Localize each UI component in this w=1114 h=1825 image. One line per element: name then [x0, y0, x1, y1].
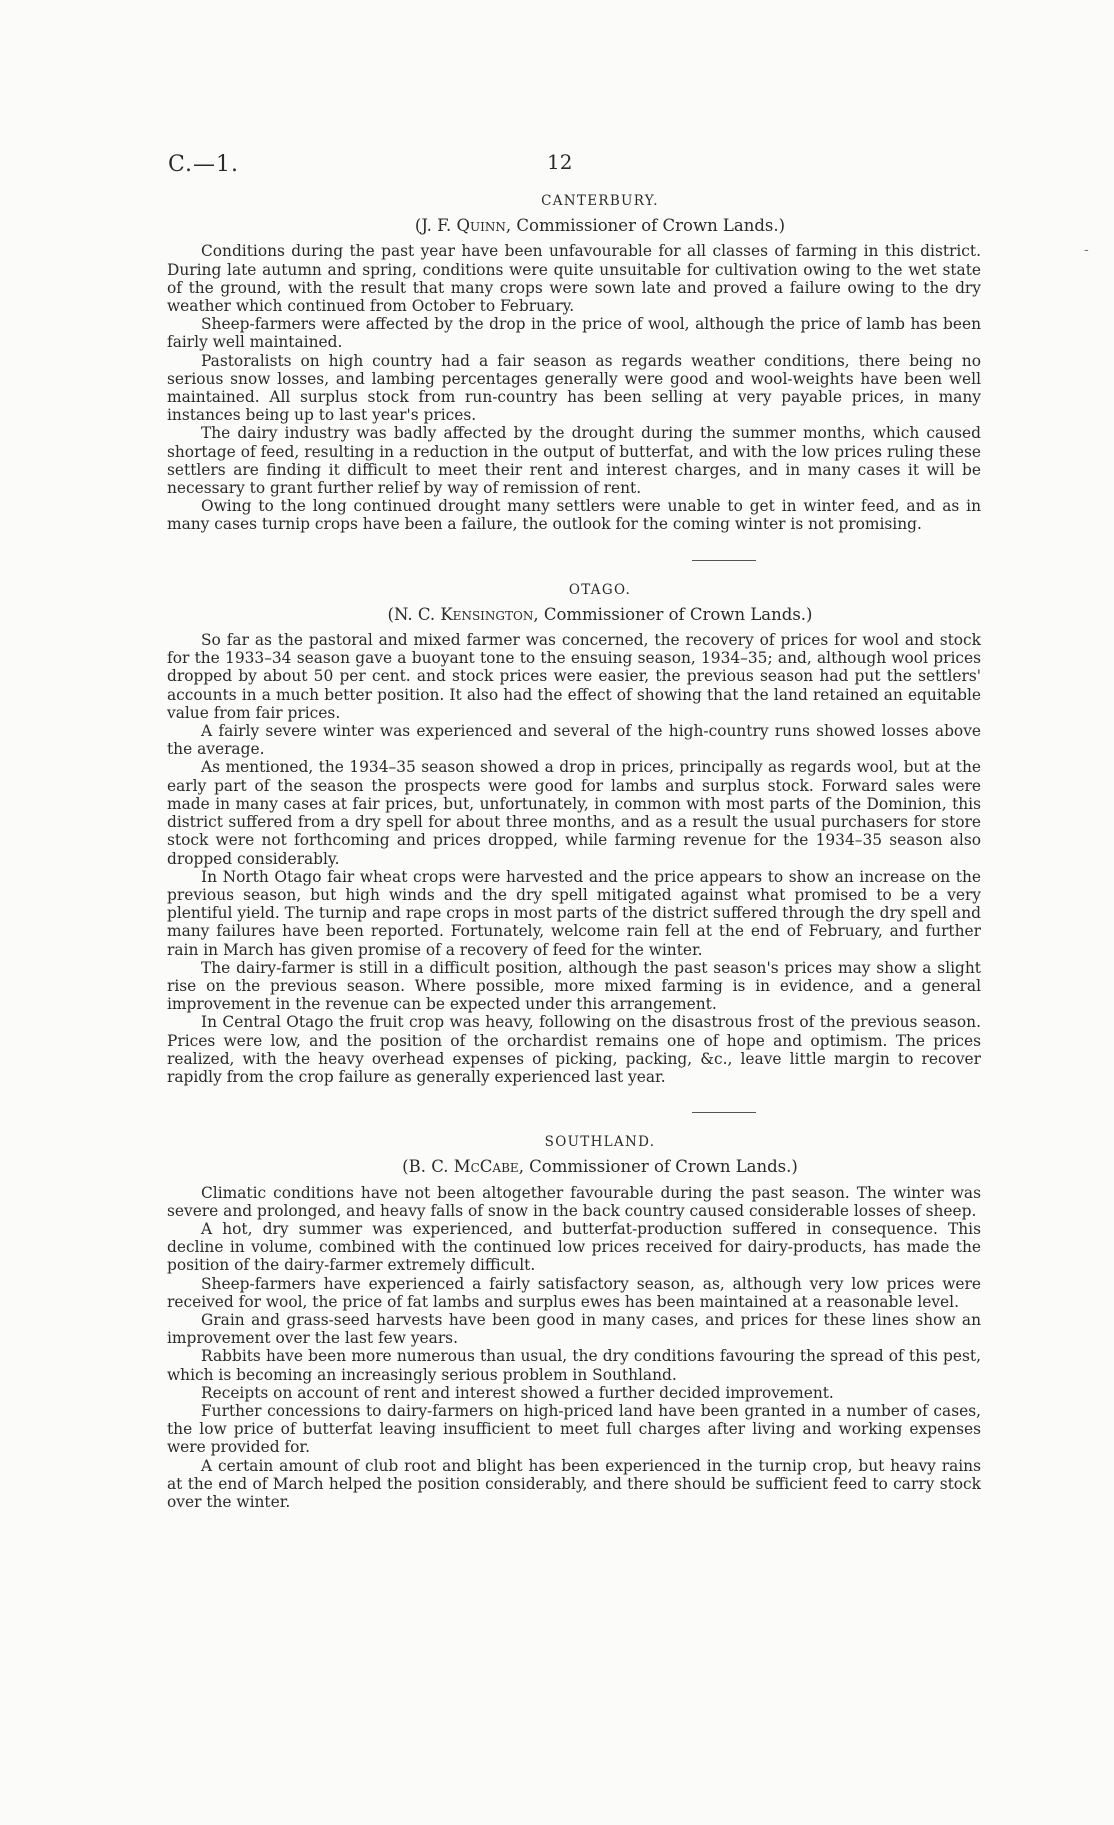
commissioner-line: [167, 1158, 981, 1176]
paragraph: Rabbits have been more numerous than usual, the dry conditions favouring the spread of this pest, which is becoming an increasingly serious problem in Southland.: [167, 1347, 981, 1384]
section-title: CANTERBURY.: [541, 193, 659, 209]
commissioner-name: J. F. Quinn: [421, 216, 506, 236]
commissioner-name: N. C. Kensington: [393, 604, 534, 624]
paragraph: Grain and grass-seed harvests have been good in many cases, and prices for these lines show an improvement over the last few years.: [167, 1310, 981, 1348]
commissioner-open: (: [414, 216, 422, 236]
paragraph: Climatic conditions have not been altogether favourable during the past season. The winter was severe and prolonged, and heavy falls of snow in the back country caused considerable losses of sheep.: [167, 1183, 981, 1220]
paragraph: A fairly severe winter was experienced and several of the high-country runs showed losses above the average.: [167, 722, 981, 759]
paragraph: Sheep-farmers have experienced a fairly satisfactory season, as, although very low prices were received for wool, the price of fat lambs and surplus ewes has been maintained at a reasonable level.: [167, 1274, 981, 1311]
paragraph: A hot, dry summer was experienced, and butterfat-production suffered in consequence. This decline in volume, combined with the continued low prices received for dairy-products, has made the position of the dairy-farmer extremely difficult.: [167, 1219, 981, 1275]
paragraph: Owing to the long continued drought many settlers were unable to get in winter feed, and as in many cases turnip crops have been a failure, the outlook for the coming winter is not promising.: [167, 497, 981, 534]
paragraph: Receipts on account of rent and interest showed a further decided improvement.: [201, 1383, 834, 1402]
report-body: [167, 192, 981, 1511]
page-number: 12: [547, 150, 573, 174]
paragraph: Sheep-farmers were affected by the drop in the price of wool, although the price of lamb has been fairly well maintained.: [167, 315, 981, 352]
section-divider: [692, 1112, 756, 1113]
commissioner-role: , Commissioner of Crown Lands.): [505, 216, 786, 236]
paragraph: Conditions during the past year have been unfavourable for all classes of farming in this district. During late autumn and spring, conditions were quite unsuitable for cultivation owing to the wet state of the ground, with the result that many crops were sown late and proved a failure owing to the dry weather which continued from October to February.: [167, 242, 981, 316]
paragraph: In Central Otago the fruit crop was heavy, following on the disastrous frost of the previous season. Prices were low, and the position of the orchardist remains one of hope and optimism. The prices realized, with the heavy overhead expenses of picking, packing, &c., leave little margin to recover rapidly from the crop failure as generally experienced last year.: [167, 1013, 981, 1086]
paragraph: So far as the pastoral and mixed farmer was concerned, the recovery of prices for wool and stock for the 1933–34 season gave a buoyant tone to the ensuing season, 1934–35; and, although wool prices dropped by about 50 per cent. and stock prices were easier, the previous season had put the settlers' accounts in a much better position. It also had the effect of showing that the land retained an equitable value from fair prices.: [167, 631, 981, 722]
paragraph: Pastoralists on high country had a fair season as regards weather conditions, there being no serious snow losses, and lambing percentages generally were good and wool-weights have been well maintained. All surplus stock from run-country has been selling at very payable prices, in many instances being up to last year's prices.: [167, 351, 981, 425]
commissioner-name: B. C. McCabe: [408, 1157, 519, 1177]
commissioner-line: [167, 606, 981, 624]
section-otago: [167, 581, 981, 1086]
commissioner-role: , Commissioner of Crown Lands.): [518, 1157, 798, 1177]
paragraph: The dairy industry was badly affected by the drought during the summer months, which caused shortage of feed, resulting in a reduction in the output of butterfat, and with the low prices ruling these settlers are finding it difficult to meet their rent and interest charges, and in many cases it will be necessary to grant further relief by way of remission of rent.: [167, 424, 981, 498]
commissioner-open: (: [402, 1157, 409, 1177]
paragraph: The dairy-farmer is still in a difficult position, although the past season's prices may show a slight rise on the previous season. Where possible, more mixed farming is in evidence, and a general improvement in the revenue can be expected under this arrangement.: [167, 958, 981, 1014]
section-canterbury: [167, 192, 981, 534]
commissioner-role: , Commissioner of Crown Lands.): [533, 604, 813, 624]
section-divider: [692, 560, 756, 561]
paragraph: A certain amount of club root and blight has been experienced in the turnip crop, but heavy rains at the end of March helped the position considerably, and there should be sufficient feed to carry stock over the winter.: [167, 1456, 981, 1511]
paragraph: In North Otago fair wheat crops were harvested and the price appears to show an increase on the previous season, but high winds and the dry spell mitigated against what promised to be a very plentiful yield. The turnip and rape crops in most parts of the district suffered through the dry spell and many failures have been reported. Fortunately, welcome rain fell at the end of February, and further rain in March has given promise of a recovery of feed for the winter.: [167, 867, 981, 959]
commissioner-line: [167, 217, 981, 235]
section-title: SOUTHLAND.: [544, 1134, 656, 1151]
paragraph: Further concessions to dairy-farmers on high-priced land have been granted in a number of cases, the low price of butterfat leaving insufficient to meet full charges after living and working expenses were provided for.: [167, 1401, 981, 1457]
section-title: OTAGO.: [568, 581, 632, 598]
paragraph: As mentioned, the 1934–35 season showed a drop in prices, principally as regards wool, but at the early part of the season the prospects were good for lambs and surplus stock. Forward sales were made in many cases at fair prices, but, unfortunately, in common with most parts of the Dominion, this district suffered from a dry spell for about three months, and as a result the usual purchasers for store stock were not forthcoming and prices dropped, while farming revenue for the 1934–35 season also dropped considerably.: [167, 758, 981, 868]
commissioner-open: (: [387, 604, 394, 624]
margin-mark: -: [1084, 242, 1089, 258]
document-reference: C.—1.: [168, 152, 240, 177]
section-southland: [167, 1133, 981, 1511]
